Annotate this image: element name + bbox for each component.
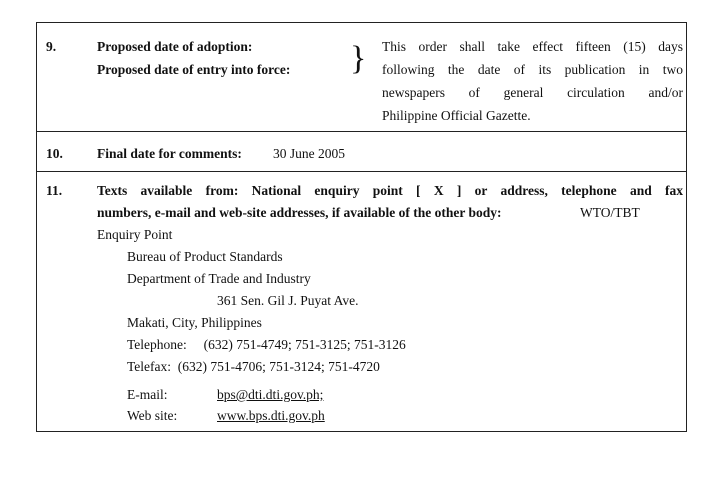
department-name: Department of Trade and Industry — [127, 271, 311, 286]
email-link[interactable]: bps@dti.dti.gov.ph; — [217, 387, 324, 402]
effect-date-text — [382, 35, 683, 127]
proposed-entry-label: Proposed date of entry into force: — [97, 62, 291, 77]
telefax-line: Telefax: (632) 751-4706; 751-3124; 751-4720 — [127, 359, 380, 374]
effect-line: Philippine Official Gazette. — [382, 108, 531, 123]
row-divider — [37, 131, 686, 132]
website-label: Web site: — [127, 408, 178, 423]
texts-available-heading: Texts available from: National enquiry point [ X ] or address, telephone and fax — [97, 183, 683, 198]
telephone-line: Telephone: (632) 751-4749; 751-3125; 751-3126 — [127, 337, 406, 352]
final-date-value: 30 June 2005 — [273, 146, 345, 161]
other-body-value: WTO/TBT — [580, 205, 640, 220]
item-number-10: 10. — [46, 146, 63, 161]
effect-line: newspapers of general circulation and/or — [382, 85, 683, 100]
website-link[interactable]: www.bps.dti.gov.ph — [217, 408, 325, 423]
proposed-adoption-label: Proposed date of adoption: — [97, 39, 253, 54]
other-body-label: numbers, e-mail and web-site addresses, if available of the other body: — [97, 205, 502, 220]
item-number-11: 11. — [46, 183, 63, 198]
effect-line: following the date of its publication in two — [382, 62, 683, 77]
brace-icon: } — [350, 40, 367, 77]
item-number-9: 9. — [46, 39, 57, 54]
organization-name: Bureau of Product Standards — [127, 249, 283, 264]
street-address: 361 Sen. Gil J. Puyat Ave. — [217, 293, 359, 308]
effect-line: This order shall take effect fifteen (15) days — [382, 39, 683, 54]
row-divider — [37, 171, 686, 172]
city-address: Makati, City, Philippines — [127, 315, 262, 330]
enquiry-point-label: Enquiry Point — [97, 227, 173, 242]
email-label: E-mail: — [127, 387, 168, 402]
final-date-label: Final date for comments: — [97, 146, 242, 161]
